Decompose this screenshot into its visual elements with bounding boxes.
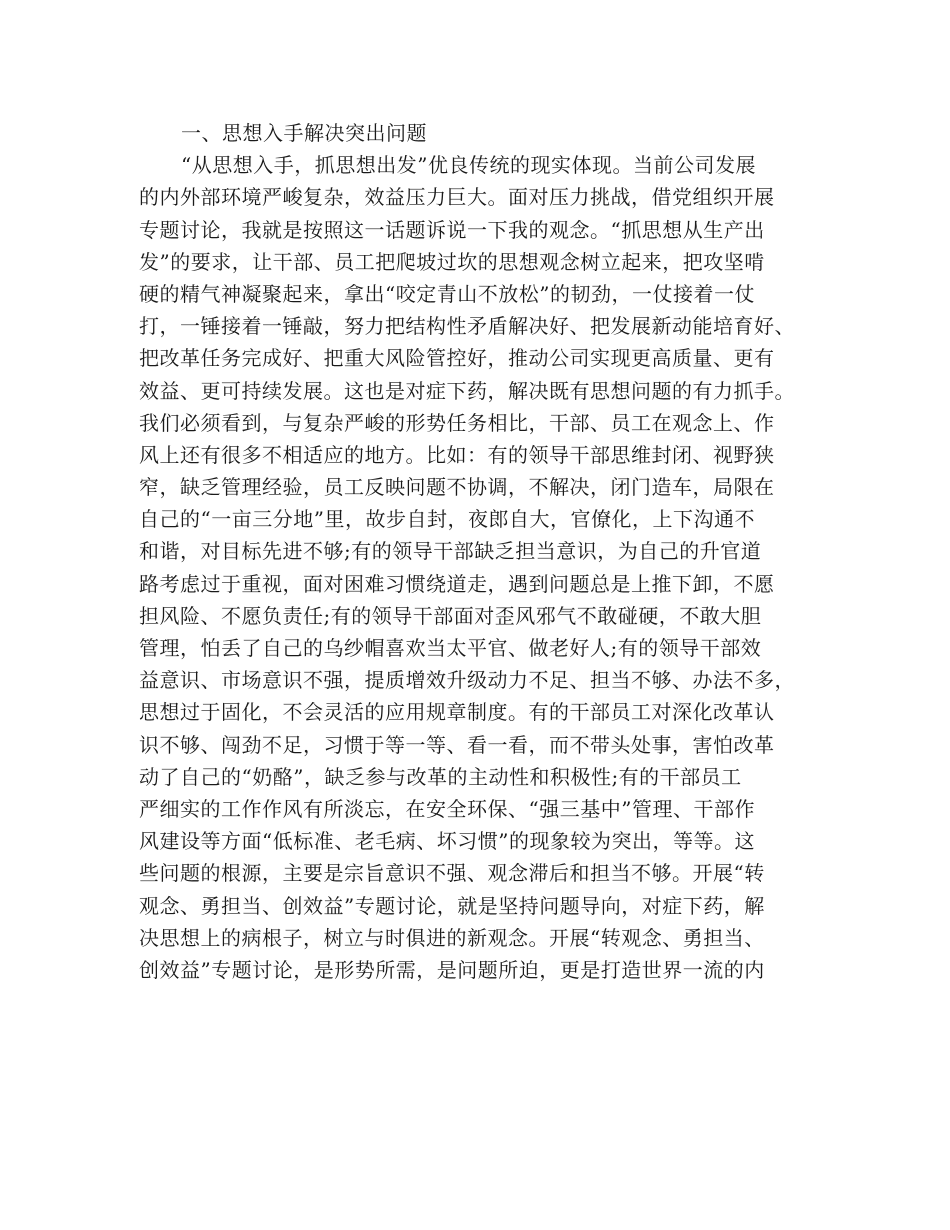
paragraph-line: 些问题的根源，主要是宗旨意识不强、观念滞后和担当不够。开展“转 [139, 861, 765, 886]
paragraph-line: 风上还有很多不相适应的地方。比如：有的领导干部思维封闭、视野狭 [139, 442, 775, 467]
paragraph-line: 把改革任务完成好、把重大风险管控好，推动公司实现更高质量、更有 [139, 346, 775, 371]
paragraph-line: 路考虑过于重视，面对困难习惯绕道走，遇到问题总是上推下卸，不愿 [139, 571, 775, 596]
paragraph-line: 担风险、不愿负责任;有的领导干部面对歪风邪气不敢碰硬，不敢大胆 [139, 603, 762, 628]
paragraph-line: 自己的“一亩三分地”里，故步自封，夜郎自大，官僚化，上下沟通不 [139, 507, 755, 532]
paragraph-line: 识不够、闯劲不足，习惯于等一等、看一看，而不带头处事，害怕改革 [139, 732, 775, 757]
section-heading: 一、思想入手解决突出问题 [181, 121, 427, 145]
document-body [139, 117, 829, 986]
paragraph-line: 风建设等方面“低标准、老毛病、坏习惯”的现象较为突出，等等。这 [139, 829, 755, 854]
paragraph-line: 窄，缺乏管理经验，员工反映问题不协调，不解决，闭门造车，局限在 [139, 475, 775, 500]
paragraph-line: 硬的精气神凝聚起来，拿出“咬定青山不放松”的韧劲，一仗接着一仗 [139, 281, 755, 306]
paragraph-line: “从思想入手，抓思想出发”优良传统的现实体现。当前公司发展 [181, 153, 756, 178]
paragraph-line: 和谐，对目标先进不够;有的领导干部缺乏担当意识，为自己的升官道 [139, 539, 762, 564]
paragraph-line: 我们必须看到，与复杂严峻的形势任务相比，干部、员工在观念上、作 [139, 410, 775, 435]
paragraph-line: 的内外部环境严峻复杂，效益压力巨大。面对压力挑战，借党组织开展 [139, 185, 775, 210]
paragraph-line: 发”的要求，让干部、员工把爬坡过坎的思想观念树立起来，把攻坚啃 [139, 249, 765, 274]
paragraph-line: 专题讨论，我就是按照这一话题诉说一下我的观念。“抓思想从生产出 [139, 217, 765, 242]
paragraph-line: 思想过于固化，不会灵活的应用规章制度。有的干部员工对深化改革认 [139, 700, 775, 725]
paragraph-line: 益意识、市场意识不强，提质增效升级动力不足、担当不够、办法不多， [139, 668, 795, 693]
paragraph-line: 效益、更可持续发展。这也是对症下药，解决既有思想问题的有力抓手。 [139, 378, 795, 403]
paragraph-line: 管理，怕丢了自己的乌纱帽喜欢当太平官、做老好人;有的领导干部效 [139, 636, 762, 660]
paragraph-line: 打，一锤接着一锤敲，努力把结构性矛盾解决好、把发展新动能培育好、 [139, 314, 795, 339]
paragraph-line: 观念、勇担当、创效益”专题讨论，就是坚持问题导向，对症下药，解 [139, 893, 765, 918]
paragraph-line: 创效益”专题讨论，是形势所需，是问题所迫，更是打造世界一流的内 [139, 957, 765, 982]
paragraph-line: 决思想上的病根子，树立与时俱进的新观念。开展“转观念、勇担当、 [139, 925, 765, 950]
paragraph-line: 动了自己的“奶酪”，缺乏参与改革的主动性和积极性;有的干部员工 [139, 764, 742, 789]
paragraph-line: 严细实的工作作风有所淡忘，在安全环保、“强三基中”管理、干部作 [139, 796, 755, 821]
